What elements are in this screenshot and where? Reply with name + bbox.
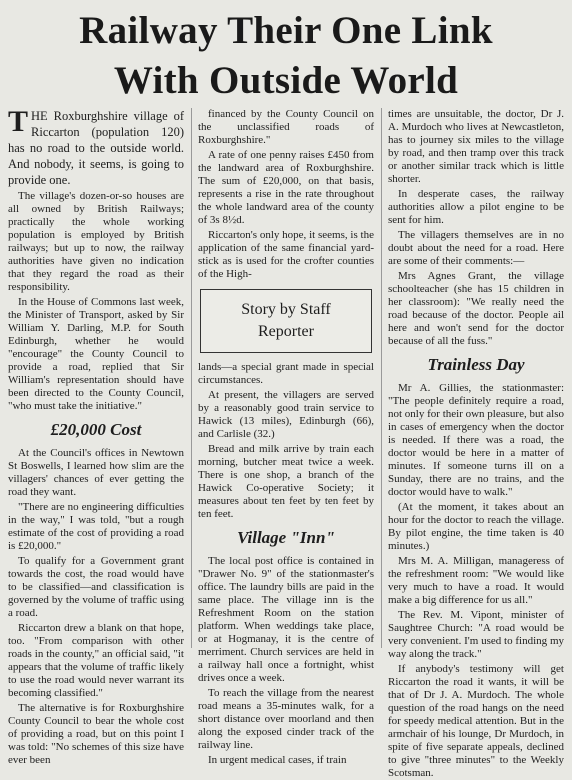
paragraph: Mrs Agnes Grant, the village schoolteacher (she has 15 children in her classroom): "We really need the road because of the doctor. People ail here and won't send for the doctor because of all the fuss." — [388, 270, 564, 347]
column-2 — [198, 108, 374, 766]
byline-line-2: Reporter — [258, 323, 314, 340]
paragraph: lands—a special grant made in special circumstances. — [198, 361, 374, 386]
article-body — [8, 105, 564, 779]
paragraph: Mr A. Gillies, the stationmaster: "The people definitely require a road, not only for their own pleasure, but also in cases of emergency when the doctor is needed. If there was a road, the doctor would be here in a matter of minutes. If someone turns ill on a Sunday, there are no trains, and the doctor would have to walk." — [388, 382, 564, 498]
subheading-village-inn: Village "Inn" — [237, 528, 335, 547]
paragraph: To reach the village from the nearest road means a 35-minutes walk, for a short distance over moorland and then along the exposed cinder track of the railway line. — [198, 687, 374, 751]
paragraph: The villagers themselves are in no doubt about the need for a road. Here are some of their comments:— — [388, 229, 564, 267]
column-1 — [8, 105, 184, 766]
paragraph: (At the moment, it takes about an hour for the doctor to reach the village. By pilot engine, the time taken is 40 minutes.) — [388, 501, 564, 552]
byline-line-1: Story by Staff — [241, 301, 331, 318]
byline-box — [200, 289, 372, 353]
paragraph: The alternative is for Roxburghshire County Council to bear the whole cost of providing a road, but on this point I was told: "No schemes of this size have ever been — [8, 702, 184, 766]
headline — [6, 0, 566, 106]
paragraph: Bread and milk arrive by train each morning, butcher meat twice a week. There is one shop, a branch of the Hawick Co-operative Society; it measures about ten feet by ten feet by ten feet. — [198, 443, 374, 520]
paragraph: At present, the villagers are served by a reasonably good train service to Hawick (13 miles), Edinburgh (66), and Carlisle (32.) — [198, 389, 374, 440]
paragraph: The local post office is contained in "Drawer No. 9" of the stationmaster's office. The laundry bills are paid in the same place. The village inn is the Refreshment Room on the station platform. When weddings take place, or at Hogmanay, it is the centre of merriment. Church services are held in a railway hall once a fortnight, whist drives once a week. — [198, 555, 374, 684]
paragraph: times are unsuitable, the doctor, Dr J. A. Murdoch who lives at Newcastleton, has to journey six miles to the village by road, and then tramp over this track or another similar track which is little shorter. — [388, 108, 564, 185]
paragraph: Riccarton drew a blank on that hope, too. "From comparison with other roads in the county," an official said, "it appears that the volume of traffic likely to use the road would never warrant its becoming classified." — [8, 622, 184, 699]
paragraph: financed by the County Council on the unclassified roads of Roxburghshire." — [198, 108, 374, 146]
paragraph: A rate of one penny raises £450 from the landward area of Roxburghshire. The sum of £20,000, on that basis, represents a rise in the rate throughout the whole landward area of the county of 3s 8½d. — [198, 149, 374, 226]
subheading-trainless-day: Trainless Day — [427, 355, 525, 374]
paragraph: At the Council's offices in Newtown St Boswells, I learned how slim are the villagers' chances of ever getting the road they want. — [8, 447, 184, 498]
paragraph: Mrs M. A. Milligan, manageress of the refreshment room: "We would like very much to have a road. It would make a big difference for us all." — [388, 555, 564, 606]
paragraph: The Rev. M. Vipont, minister of Saughtree Church: "A road would be very convenient. I'm used to finding my way along the track." — [388, 609, 564, 660]
headline-line-1: Railway Their One Link — [79, 9, 493, 52]
column-divider — [381, 108, 382, 648]
paragraph: Riccarton's only hope, it seems, is the application of the same financial yard-stick as is used for the crofter counties of the High- — [198, 229, 374, 280]
paragraph: If anybody's testimony will get Riccarton the road it wants, it will be that of Dr J. A. Murdoch. The whole question of the road hangs on the need for speedy medical attention. But in the armchair of his lounge, Dr Murdoch, in spite of five separate appeals, declined to give "three minutes" to the Weekly Scotsman. — [388, 663, 564, 779]
paragraph: To qualify for a Government grant towards the cost, the road would have to be classified—and classification is governed by the volume of traffic using a road. — [8, 555, 184, 619]
headline-line-2: With Outside World — [113, 59, 459, 102]
paragraph: In the House of Commons last week, the Minister of Transport, asked by Sir William Y. Darling, M.P. for South Edinburgh, whether he would "encourage" the County Council to provide a road, replied that Sir William's representation should have been directed to the County Council, "who must take the initiative." — [8, 296, 184, 412]
column-3 — [388, 108, 564, 779]
drop-cap: T — [8, 105, 29, 138]
column-divider — [191, 108, 192, 648]
paragraph: The village's dozen-or-so houses are all owned by British Railways; practically the whole working population is employed by British railways; but up to now, the railway authorities have given no indication that they regard the road as their responsibility. — [8, 190, 184, 293]
lead-paragraph: THE Roxburghshire village of Riccarton (population 120) has no road to the outside world. And nobody, it seems, is going to provide one. — [8, 105, 184, 187]
paragraph: "There are no engineering difficulties in the way," I was told, "but a rough estimate of the cost of providing a road is £20,000." — [8, 501, 184, 552]
paragraph: In desperate cases, the railway authorities allow a pilot engine to be sent for him. — [388, 188, 564, 226]
subheading-cost: £20,000 Cost — [50, 420, 142, 439]
paragraph: In urgent medical cases, if train — [208, 754, 347, 766]
